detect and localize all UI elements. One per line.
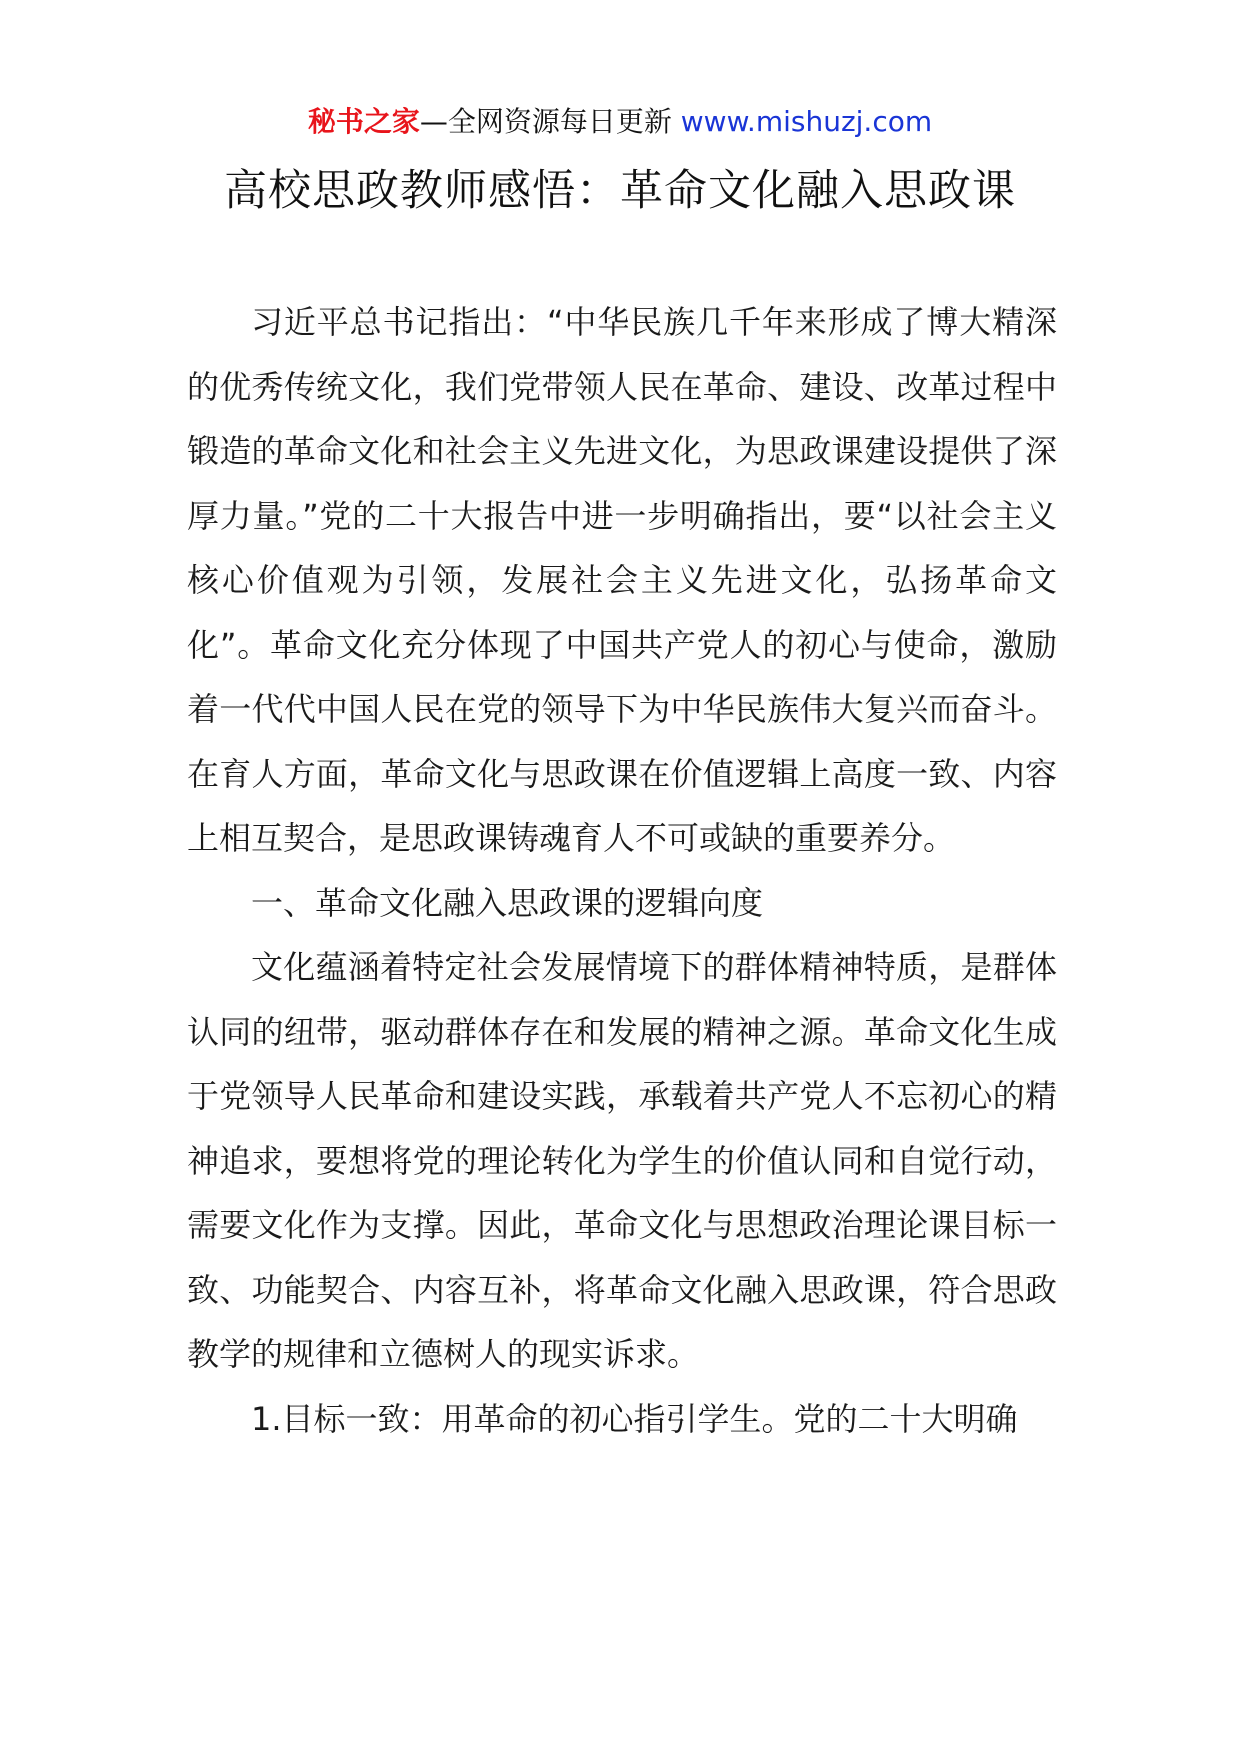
brand-name: 秘书之家	[307, 105, 420, 138]
site-url-link[interactable]: www.mishuzj.com	[680, 105, 933, 138]
site-header	[0, 102, 1240, 142]
document-title: 高校思政教师感悟：革命文化融入思政课	[224, 166, 1016, 216]
section-heading: 一、革命文化融入思政课的逻辑向度	[251, 883, 764, 922]
body-paragraph: 文化蕴涵着特定社会发展情境下的群体精神特质，是群体认同的纽带，驱动群体存在和发展的精神之源。革命文化生成于党领导人民革命和建设实践，承载着共产党人不忘初心的精神追求，要想将党的理论转化为学生的价值认同和自觉行动，需要文化作为支撑。因此，革命文化与思想政治理论课目标一致、功能契合、内容互补，将革命文化融入思政课，符合思政教学的规律和立德树人的现实诉求。	[187, 948, 1057, 1373]
intro-paragraph: 习近平总书记指出：“中华民族几千年来形成了博大精深的优秀传统文化，我们党带领人民在革命、建设、改革过程中锻造的革命文化和社会主义先进文化，为思政课建设提供了深厚力量。”党的二十大报告中进一步明确指出，要“以社会主义核心价值观为引领，发展社会主义先进文化，弘扬革命文化”。革命文化充分体现了中国共产党人的初心与使命，激励着一代代中国人民在党的领导下为中华民族伟大复兴而奋斗。在育人方面，革命文化与思政课在价值逻辑上高度一致、内容上相互契合，是思政课铸魂育人不可或缺的重要养分。	[187, 303, 1057, 857]
subsection-paragraph: 1.目标一致：用革命的初心指引学生。党的二十大明确	[251, 1399, 1018, 1438]
header-tagline: —全网资源每日更新	[419, 105, 681, 138]
document-body	[187, 290, 1057, 1451]
